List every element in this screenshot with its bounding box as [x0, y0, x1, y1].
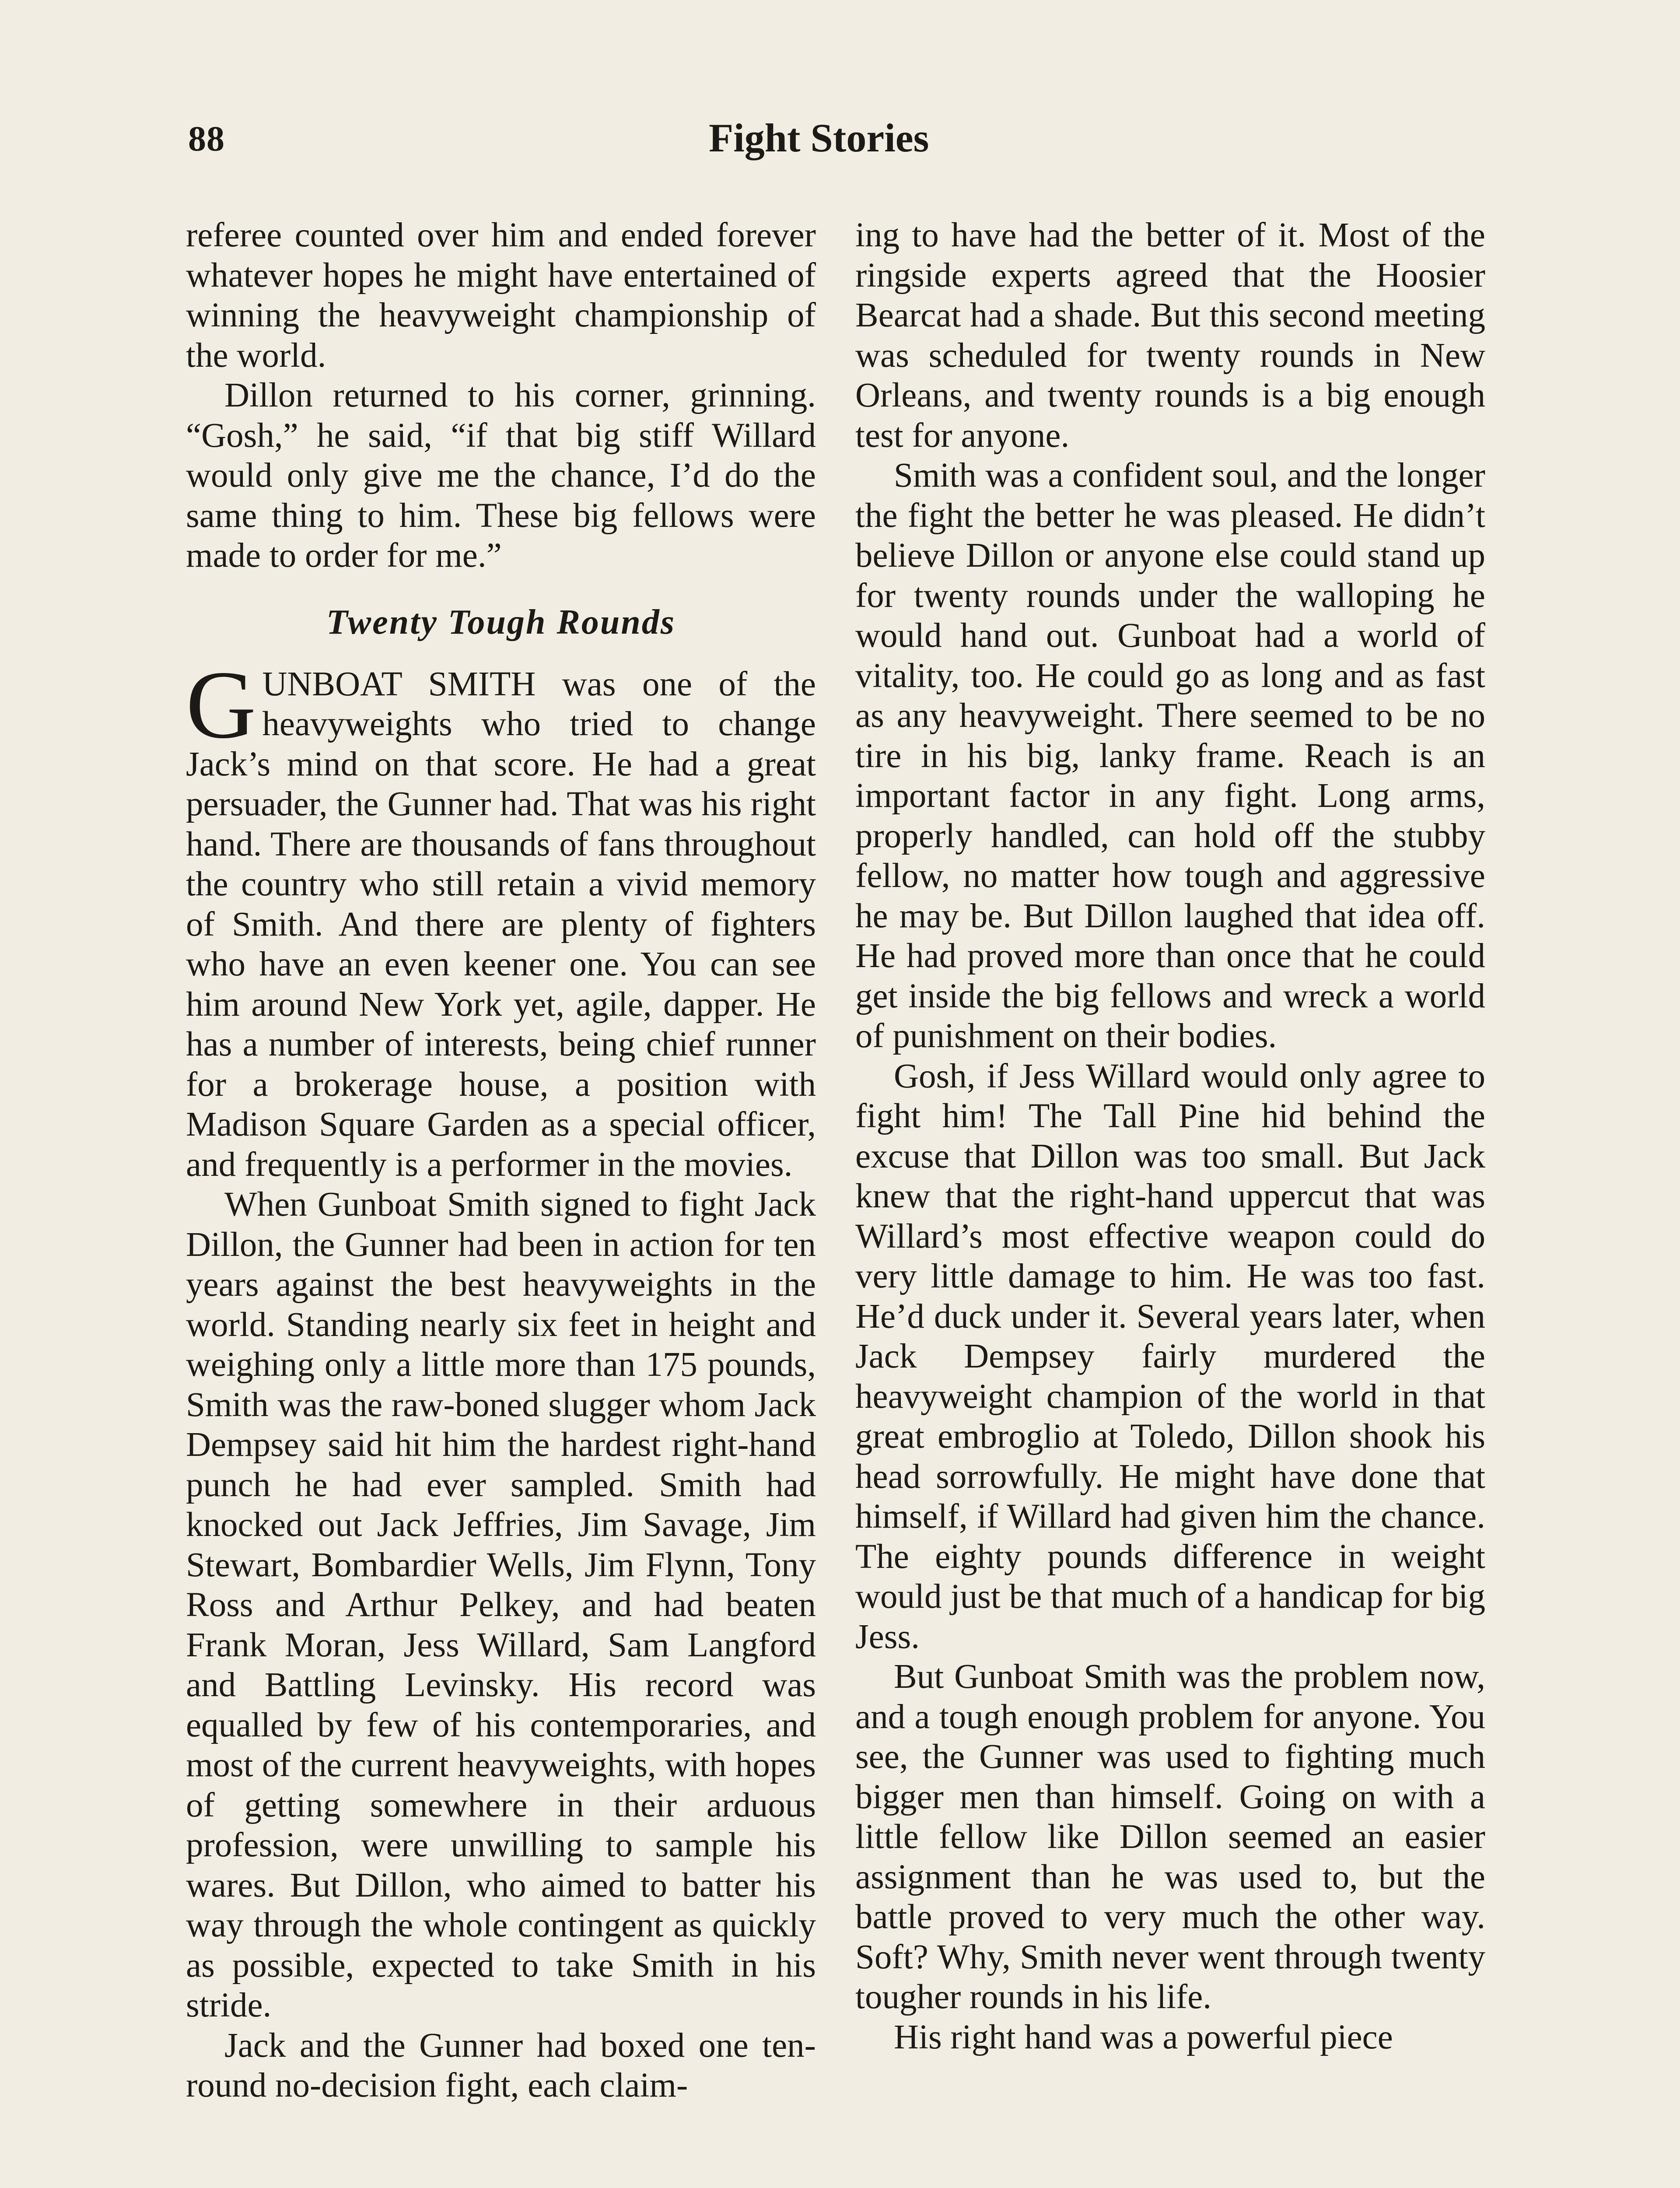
paragraph: ing to have had the better of it. Most of the ringside experts agreed that the Hoosier Bearcat had a shade. But this second meeting was scheduled for twenty rounds in New Orleans, and twenty rounds is a big enough test for anyone.: [855, 216, 1485, 455]
paragraph: Dillon returned to his corner, grinning. “Gosh,” he said, “if that big stiff Willard would only give me the chance, I’d do the same thing to him. These big fellows were made to order for me.”: [186, 376, 816, 575]
paragraph-text: UNBOAT SMITH was one of the heavyweights who tried to change Jack’s mind on that score. He had a great persuader, the Gunner had. That was his right hand. There are thousands of fans throughout the country who still retain a vivid memory of Smith. And there are plenty of fighters who have an even keener one. You can see him around New York yet, agile, dapper. He has a number of interests, being chief runner for a brokerage house, a position with Madison Square Garden as a special officer, and frequently is a performer in the movies.: [186, 665, 816, 1184]
running-head-title: Fight Stories: [709, 116, 929, 160]
dropcap-paragraph: [186, 651, 816, 1185]
left-column: [186, 215, 816, 2106]
paragraph: But Gunboat Smith was the problem now, and a tough enough problem for anyone. You see, the Gunner was used to fighting much bigger men than himself. Going on with a little fellow like Dillon seemed an easier assignment than he was used to, but the battle proved to very much the other way. Soft? Why, Smith never went through twenty tougher rounds in his life.: [855, 1658, 1485, 2016]
section-heading: Twenty Tough Rounds: [326, 603, 676, 642]
paragraph: When Gunboat Smith signed to fight Jack Dillon, the Gunner had been in action for ten years against the best heavyweights in the world. Standing nearly six feet in height and weighing only a little more than 175 pounds, Smith was the raw-boned slugger whom Jack Dempsey said hit him the hardest right-hand punch he had ever sampled. Smith had knocked out Jack Jeffries, Jim Savage, Jim Stewart, Bombardier Wells, Jim Flynn, Tony Ross and Arthur Pelkey, and had beaten Frank Moran, Jess Willard, Sam Langford and Battling Levinsky. His record was equalled by few of his contemporaries, and most of the current heavyweights, with hopes of getting somewhere in their arduous profession, were unwilling to sample his wares. But Dillon, who aimed to batter his way through the whole contingent as quickly as possible, expected to take Smith in his stride.: [186, 1185, 816, 2024]
right-column: [855, 215, 1485, 2057]
paragraph: His right hand was a powerful piece: [894, 2018, 1393, 2056]
page-number: 88: [188, 119, 225, 158]
paragraph: Gosh, if Jess Willard would only agree to fight him! The Tall Pine hid behind the excuse that Dillon was too small. But Jack knew that the right-hand uppercut that was Willard’s most effective weapon could do very little damage to him. He was too fast. He’d duck under it. Several years later, when Jack Dempsey fairly murdered the heavyweight champion of the world in that great embroglio at Toledo, Dillon shook his head sorrowfully. He might have done that himself, if Willard had given him the chance. The eighty pounds difference in weight would just be that much of a handicap for big Jess.: [855, 1057, 1485, 1656]
paragraph: Jack and the Gunner had boxed one ten-round no-decision fight, each claim-: [186, 2026, 816, 2104]
paragraph: Smith was a confident soul, and the longer the fight the better he was pleased. He didn’t believe Dillon or anyone else could stand up for twenty rounds under the walloping he would hand out. Gunboat had a world of vitality, too. He could go as long and as fast as any heavyweight. There seemed to be no tire in his big, lanky frame. Reach is an important factor in any fight. Long arms, properly handled, can hold off the stubby fellow, no matter how tough and aggressive he may be. But Dillon laughed that idea off. He had proved more than once that he could get inside the big fellows and wreck a world of punishment on their bodies.: [855, 456, 1485, 1055]
drop-cap: G: [186, 651, 256, 759]
paragraph: referee counted over him and ended forever whatever hopes he might have entertained of winning the heavyweight championship of the world.: [186, 216, 816, 375]
